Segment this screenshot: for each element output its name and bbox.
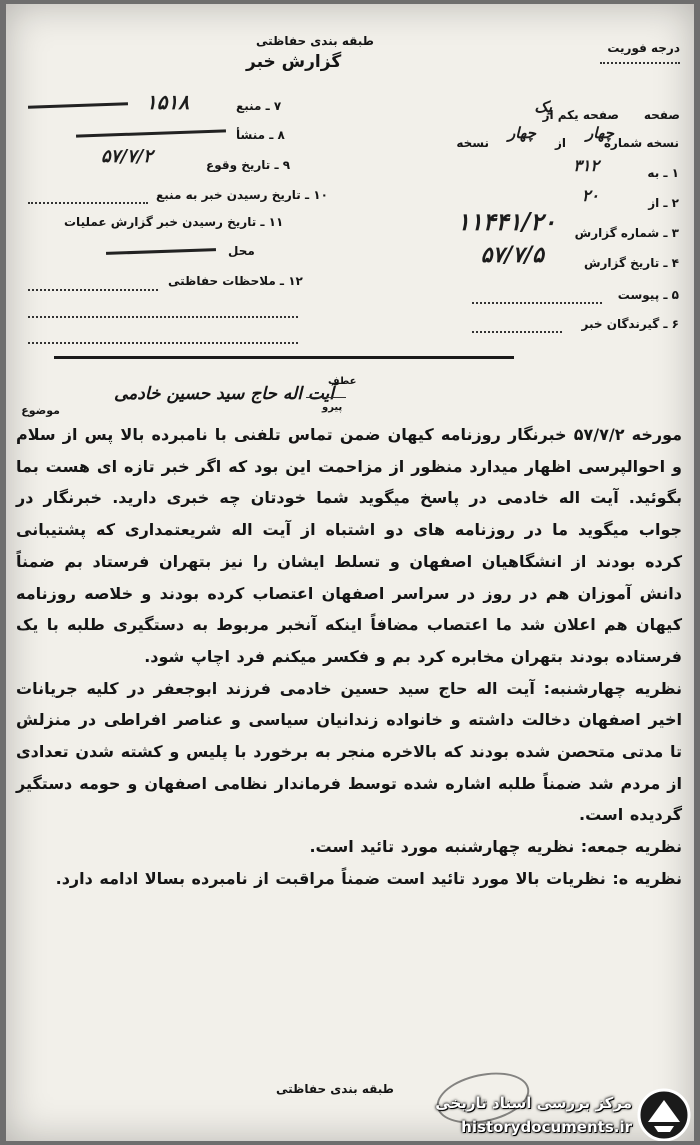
field-location-label: محل xyxy=(228,244,255,258)
field-security-notes-label: ۱۲ ـ ملاحظات حفاظتی xyxy=(168,274,303,288)
field-location-strike xyxy=(106,248,216,255)
field-copy-suffix: نسخه xyxy=(456,136,489,150)
field-received-source-label: ۱۰ ـ تاریخ رسیدن خبر به منبع xyxy=(156,188,328,202)
field-source-value: ۱۵۱۸ xyxy=(146,90,189,114)
dotted-line xyxy=(28,289,158,291)
field-occurrence-date-value: ۵۷/۷/۲ xyxy=(101,146,153,167)
field-report-number-value: ۱۱۴۴۱/۲۰ xyxy=(457,207,556,236)
field-page-label: صفحه یکم از xyxy=(542,108,619,122)
body-paragraph-main: مورخه ۵۷/۷/۲ خبرنگار روزنامه کیهان ضمن تماس تلفنی با نامبرده بالا پس از سلام و احوالپرسی اظهار میدارد منظور از مزاحمت این بود که اگر خبر تازه ای هست بما بگوئید. آیت اله خادمی در پاسخ میگوید شما خودتان چه خبری دارید. خبرنگار در جواب میگوید ما در روزنامه های دو اشتباه از آیت اله شریعتمداری که پشتیبانی کرده بودند از انشگاهیان اصفهان و تسلط ایشان را نیز بتهران فرستاد بم ضمناً دانش آموزان هم در روز در سراسر اصفهان اعتصاب کرده بودند و خلاصه روزنامه کیهان هم اعلان شد ما اعتصاب مضافاً اینکه آنخبر مربوط به دستگیری طلبه با یک فرستاده بودند بتهران مخابره کرد بم و فکسر میکنم فرد اچاپ شود. xyxy=(16,425,683,666)
classification-header: طبقه بندی حفاظتی xyxy=(256,34,374,48)
dotted-line xyxy=(472,302,602,304)
reference-label: عطف xyxy=(328,376,357,387)
field-report-date-label: ۴ ـ تاریخ گزارش xyxy=(583,256,679,270)
urgency-label: درجه فوریت xyxy=(607,41,680,55)
field-copy-of: از xyxy=(554,136,566,150)
logo-text-en: historydocuments.ir xyxy=(461,1118,632,1136)
field-from-label: ۲ ـ از xyxy=(648,196,679,210)
field-page-suffix: صفحه xyxy=(643,108,680,122)
field-page-value: یک xyxy=(534,98,552,116)
field-occurrence-date-label: ۹ ـ تاریخ وقوع xyxy=(206,158,291,172)
report-body xyxy=(16,419,682,895)
dotted-line xyxy=(28,316,298,318)
field-copy-label: نسخه شماره xyxy=(603,136,679,150)
field-copy-total: چهار xyxy=(507,124,536,142)
body-paragraph-opinion-wednesday: نظریه چهارشنبه: آیت اله حاج سید حسین خادمی فرزند ابوجعفر در کلیه جریانات اخیر اصفهان دخالت داشته و خانواده زندانیان سیاسی و عناصر افراطی در منزلش تا مدتی متحصن شده بودند که بالاخره منجر به برخورد با پلیس و کشته شدن تعدادی از مردم شد ضمناً طلبه اشاره شده توسط فرماندار نظامی اصفهان و حومه دستگیر گردیده است. xyxy=(16,678,682,825)
watermark-logo xyxy=(414,1086,694,1141)
field-source-label: ۷ ـ منبع xyxy=(236,99,282,113)
field-to-label: ۱ ـ به xyxy=(647,166,679,180)
field-origin-label: ۸ ـ منشأ xyxy=(236,128,285,142)
field-report-number-label: ۳ ـ شماره گزارش xyxy=(574,226,679,240)
dotted-line xyxy=(472,331,562,333)
logo-emblem-icon xyxy=(634,1086,694,1141)
field-origin-strike xyxy=(76,129,226,137)
body-paragraph-opinion-friday: نظریه جمعه: نظریه چهارشنبه مورد تائید است. xyxy=(309,837,682,857)
field-received-ops-label: ۱۱ ـ تاریخ رسیدن خبر گزارش عملیات xyxy=(64,215,284,229)
section-divider xyxy=(54,356,514,359)
classification-footer: طبقه بندی حفاظتی xyxy=(276,1082,394,1096)
field-recipients-label: ۶ ـ گیرندگان خبر xyxy=(581,317,679,331)
dotted-line xyxy=(28,202,148,204)
field-to-value: ۳۱۲ xyxy=(573,156,599,175)
dotted-line xyxy=(28,342,298,344)
subject-label: موضوع xyxy=(21,404,60,417)
field-attachment-label: ۵ ـ پیوست xyxy=(617,288,679,302)
field-source-strike xyxy=(28,102,128,108)
body-paragraph-opinion-final: نظریه ه: نظریات بالا مورد تائید است ضمناً مراقبت از نامبرده بسالا ادامه دارد. xyxy=(55,868,682,888)
document-page xyxy=(6,4,694,1141)
subject-value: آیت اله حاج سید حسین خادمی xyxy=(114,384,334,404)
field-from-value: ۲۰ xyxy=(581,186,599,205)
followup-label: پیرو xyxy=(322,402,343,413)
urgency-dotted-line xyxy=(600,62,680,64)
field-report-date-value: ۵۷/۷/۵ xyxy=(480,242,544,268)
logo-text-fa: مرکز بررسی اسناد تاریخی xyxy=(435,1094,632,1112)
atf-divider xyxy=(306,397,346,398)
field-copy-value: چهار xyxy=(585,124,614,142)
report-title: گزارش خبر xyxy=(246,52,342,72)
